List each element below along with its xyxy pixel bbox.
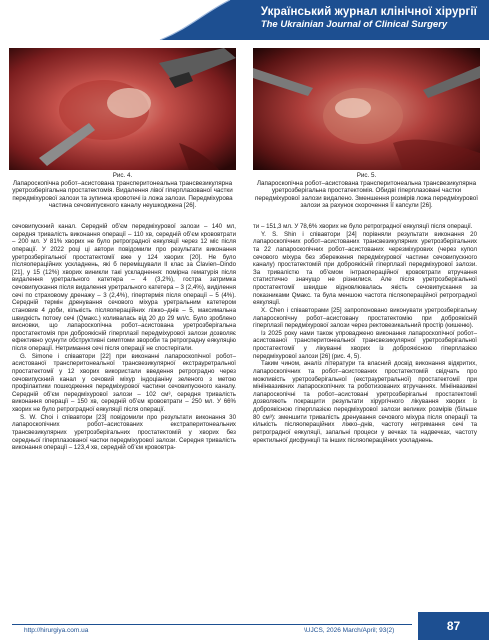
- footer-citation: \UJCS, 2026 March/April; 93(2): [304, 627, 395, 634]
- figure-5-number: Рис. 5.: [356, 172, 377, 179]
- paragraph: Y. S. Shin і співавтори [24] порівняли результати виконання 20 лапароскопічних робот–асистованих трансвезикулярних уретрозберігальних та 22 лапароскопічних робот–асистованих черезміхурових (через купол сечового міхура без збереження передміхурової частини сечовипускного каналу) простатектомій при доброякісній гіперплазії передміхурової залози. За тривалістю та об’ємом інтраопераційної крововтрати втручання статистично значущо не різнилися. Але після уретрозберігальної простатектомії швидше відновлювалась якість сечовипускання за показниками Qмакс. та була меншою частота післяопераційної ретроградної еякуляції.: [253, 230, 477, 307]
- figure-4-number: Рис. 4.: [112, 172, 133, 179]
- figure-5-caption-text: Лапароскопічна робот–асистована трансперитонеальна трансвезикулярна уретрозберігальна простатектомія. Обидві гіперплазовані частки передміхурової залози видалено. Зменшення розмірів ложа передміхурової залози за рахунок скорочення її капсули [26].: [255, 179, 478, 210]
- journal-title: [261, 5, 477, 31]
- paragraph: G. Simone і співавтори [22] при виконанні лапароскопічної робот–асистованої трансперитонеальної трансвезикулярної екстрауретральної простатектомії у 12 хворих використали введення ретроградно через сечовипускний канал у сечовий міхур індоціаніну зеленого з метою профілактики пошкодження передміхурової частини сечовипускного каналу. Середній об’єм передміхурової залози – 102 см³, середня тривалість виконання операції – 150 хв, середній об’єм крововтрати – 250 мл. У 66% хворих не було ретроградної еякуляції після операції.: [12, 352, 236, 413]
- footer-journal-link[interactable]: http://hirurgiya.com.ua: [24, 627, 89, 634]
- footer-rule: [12, 624, 412, 625]
- paragraph: сечовипускний канал. Середній об’єм передміхурової залози – 140 мл, середня тривалість виконання операції – 110 хв, середній об’єм крововтрати – 200 мл. У 81% хворих не було ретроградної еякуляції через 12 міс після операції. У 2022 році ці автори повідомили про результати виконання уретрозберігальної простатектомії вже у 124 хворих [20]. Не було післяопераційних ускладнень, які б переміщували II клас за Clavien–Dindo [21], у 15 (12%) хворих виникли такі ускладнення: помірна гематурія після видалення уретрального катетера – 4 (3,2%), гостра затримка сечовипускання після видалення уретрального катетера – 3 (2,4%), виділення сечі по страховому дренажу – 3 (2,4%), гіпертермія після операції – 5 (4%). Середній термін дренування сечового міхура уретральним катетером становив 4 доби, кількість післяопераційних ліжко–днів – 5, максимальна швидкість потоку сечі (Qмакс.) коливалась від 20 до 29 мл/с. Було зроблено висновки, що лапароскопічна робот–асистована уретрозберігальна простатектомія при доброякісній гіперплазії передміхурової залози дозволяє ефективно усунути обструктивні симптоми звороби та ретроградну еякуляцію після операції. Нетримання сечі після операції не спостерігали.: [12, 223, 236, 352]
- paragraph: S. W. Choi і співавтори [23] повідомили про результати виконання 30 лапароскопічних робот–асистованих екстраперитонеальних трансвезикулярних уретрозберігальних простатектомій у хворих без середньої гіперплазованої частки передміхурової залози. Середня тривалість виконання операції – 123,4 хв, середній об’єм крововтра-: [12, 413, 236, 452]
- page-number: 87: [418, 612, 489, 640]
- journal-title-ua: Український журнал клінічної хірургії: [260, 6, 477, 18]
- body-column-right: [253, 223, 477, 444]
- paragraph: Із 2025 року нами також упроваджено виконання лапароскопічної робот–асистованої трансперитонеальної трансвезикулярної уретрозберігальної простатектомії у лікуванні хворих із доброякісною гіперплазією передміхурової залози [26] (рис. 4, 5).: [253, 329, 477, 360]
- paragraph: Таким чином, аналіз літератури та власний досвід виконання відкритих, лапароскопічних та робот–асистованих простатектомій свідчать про можливість уретрозберігальної (екстрауретральної) простатектомії при мініінвазивних лапароскопічних та роботизованих втручаннях. Мініінвазивні лапароскопічні та робот–асистовані уретрозберігальні простатектомії дозволяють покращити результати хірургічного лікування хворих із доброякісною гіперплазією передміхурової залози великих розмірів (більше 80 см³): зменшити тривалість дренування сечового міхура після операції та кількість післяопераційних ліжко–днів, частоту нетримання сечі та ретроградної еякуляції, запальні процеси у вечках та надвечках, частоту еректильної дисфункції та інших післяопераційних ускладнень.: [253, 360, 477, 444]
- figure-4-surgical-photo: [9, 48, 236, 170]
- journal-header-band: [0, 0, 489, 40]
- paragraph: X. Chen і співавторами [25] запропоновано виконувати уретрозберігальну лапароскопічну робот–асистовану простатектомію при доброякісній гіперплазії передміхурової залози через ректовезикальний простір (кишеню).: [253, 306, 477, 330]
- figure-4-caption: [9, 172, 236, 210]
- figure-4-caption-text: Лапароскопічна робот–асистована трансперитонеальна трансвезикулярна уретрозберігальна простатектомія. Видалення лівої гіперплазованої частки передміхурової залози та зупинка кровотечі із ложа залози. Передміхурова частина сечовипускного каналу неушкоджена [26].: [12, 179, 233, 210]
- paragraph: ти – 151,3 мл. У 78,6% хворих не було ретроградної еякуляції після операції.: [253, 223, 473, 230]
- body-column-left: [12, 223, 236, 452]
- figure-5-caption: [253, 172, 480, 210]
- journal-title-en: The Ukrainian Journal of Clinical Surgery: [260, 19, 448, 30]
- figure-5-surgical-photo: [253, 48, 480, 170]
